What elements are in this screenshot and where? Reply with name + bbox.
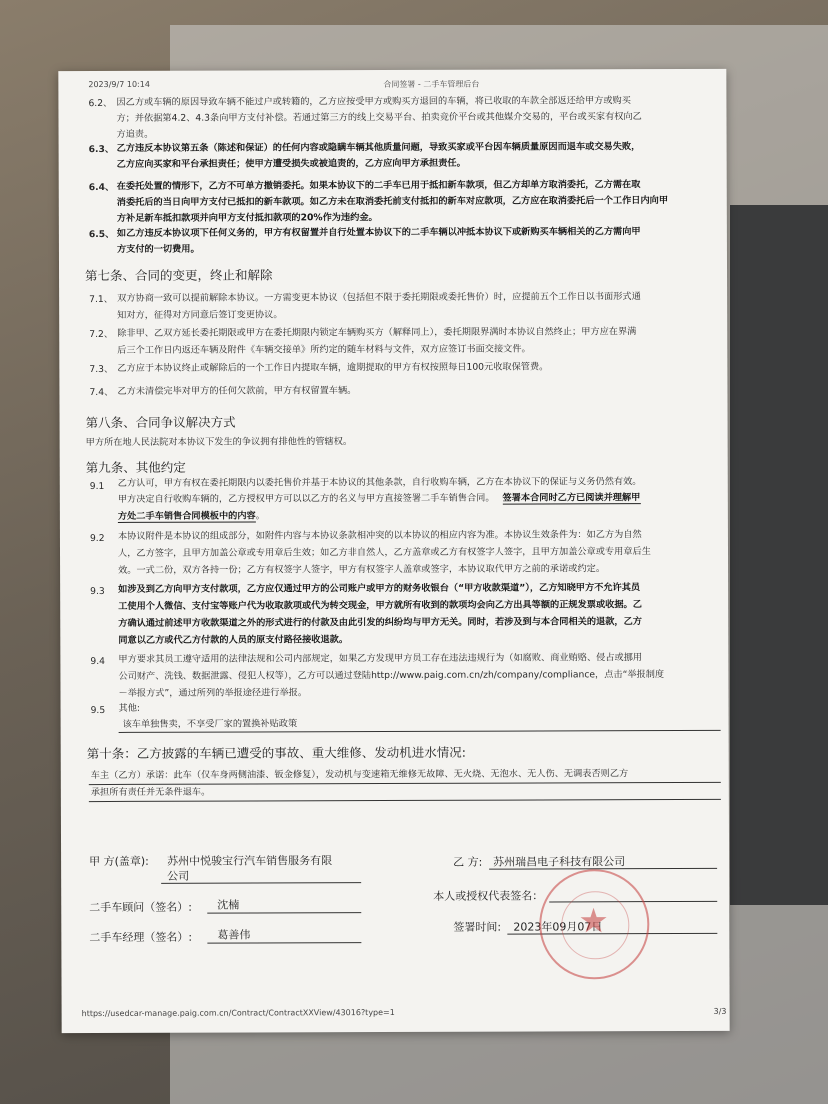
section10-line1: 车主（乙方）承诺：此车（仅车身两侧油漆、钣金修复），发动机与变速箱无维修无故障、无火烧、无泡水、无人伤、无调表否则乙方 (90, 768, 629, 782)
party-a-label: 甲 方(盖章): (89, 854, 149, 869)
section9-heading: 第九条、其他约定 (85, 459, 186, 476)
clause-9-5-value: 该车单独售卖，不享受厂家的置换补贴政策 (122, 718, 298, 730)
advisor-underline (207, 912, 361, 914)
clause-9-4-num: 9.4 (90, 656, 106, 668)
section8-heading: 第八条、合同争议解决方式 (85, 414, 236, 431)
print-title: 合同签署 - 二手车管理后台 (383, 79, 480, 90)
clause-number: 7.3、 (89, 363, 114, 376)
manager-underline (207, 942, 361, 944)
clause-number: 6.2、 (88, 97, 113, 110)
clause-9-5-label: 其他: (118, 702, 141, 714)
clause-line: 双方协商一致可以提前解除本协议。一方需变更本协议（包括但不限于委托期限或委托售价）时，应提前五个工作日以书面形式通 (117, 291, 641, 304)
section7-heading: 第七条、合同的变更，终止和解除 (85, 267, 273, 284)
clause-line: 后三个工作日内返还车辆及附件《车辆交接单》所约定的随车材料与文件，双方应签订书面交接文件。 (117, 343, 531, 356)
clause-9-3-num: 9.3 (90, 586, 105, 598)
clause-line: 甲方要求其员工遵守适用的法律法规和公司内部规定，如果乙方发现甲方员工存在违法违规行为（如腐败、商业贿赂、侵占或挪用 (118, 652, 643, 665)
clause-number: 7.4、 (89, 386, 114, 399)
clause-number: 6.4、 (88, 181, 115, 194)
clause-line: 效。一式二份，双方各持一份；乙方有权签字人签字，甲方有权签字人盖章或签字，本协议取代甲方之前的承诺或约定。 (118, 563, 606, 576)
party-a-name-line1: 苏州中悦骏宝行汽车销售服务有限 (167, 854, 333, 868)
clause-9-1-line3: 方处二手车销售合同模板中的内容。 (117, 510, 265, 522)
clause-line: 在委托处置的情形下，乙方不可单方撤销委托。如果本协议下的二手车已用于抵扣新车款项，但乙方却单方取消委托，乙方需在取 (116, 179, 641, 192)
manager-name: 葛善伟 (217, 928, 251, 942)
party-b-name: 苏州瑞昌电子科技有限公司 (493, 855, 626, 869)
clause-9-2-num: 9.2 (89, 533, 105, 545)
footer-page: 3/3 (713, 1006, 727, 1016)
section10-line2: 承担所有责任并无条件退车。 (90, 786, 211, 799)
clause-line: 除非甲、乙双方延长委托期限或甲方在委托期限内锁定车辆购买方（解释同上），委托期限界满时本协议自然终止；甲方应在界满 (117, 326, 637, 339)
clause-line: 方追责。 (116, 129, 154, 141)
clause-line: 乙方未清偿完毕对甲方的任何欠款前，甲方有权留置车辆。 (117, 385, 357, 397)
party-a-underline (161, 882, 361, 884)
section10-heading: 第十条：乙方披露的车辆已遭受的事故、重大维修、发动机进水情况: (86, 744, 466, 762)
clause-line: －举报方式”，通过所列的举报途径进行举报。 (118, 687, 308, 699)
clause-number: 6.3、 (88, 143, 115, 156)
print-datetime: 2023/9/7 10:14 (88, 79, 150, 90)
date-label: 签署时间: (453, 920, 502, 934)
seal-star-icon: ★ (578, 901, 609, 942)
clause-number: 7.1、 (89, 293, 113, 306)
clause-9-5-num: 9.5 (90, 705, 106, 717)
clause-line: 知对方，征得对方同意后签订变更协议。 (117, 308, 283, 321)
clause-line: 人，乙方签字，且甲方加盖公章或专用章后生效；如乙方非自然人，乙方盖章或乙方有权签字人签字，且甲方加盖公章或专用章后生 (117, 546, 651, 559)
clause-line: 乙方应于本协议终止或解除后的一个工作日内提取车辆，逾期提取的甲方有权按照每日100元收取保管费。 (117, 361, 549, 374)
manager-label: 二手车经理（签名）: (89, 930, 193, 945)
party-a-name-line2: 公司 (167, 869, 190, 883)
contract-page (58, 69, 729, 1033)
clause-line: 方确认通过前述甲方收款渠道之外的形式进行的付款及由此引发的纠纷均与甲方无关。同时，若涉及到与本合同相关的退款，乙方 (118, 616, 642, 629)
clause-line: 因乙方或车辆的原因导致车辆不能过户或转籍的，乙方应按受甲方或购买方退回的车辆，将已收取的车款全部返还给甲方或购买 (116, 95, 631, 108)
clause-9-1-line1: 乙方认可，甲方有权在委托期限内以委托售价并基于本协议的其他条款，自行收购车辆，乙方在本协议下的保证与义务仍然有效。 (117, 476, 642, 489)
date-value: 2023年09月07日 (513, 920, 603, 934)
dark-panel (730, 205, 828, 905)
clause-9-1-num: 9.1 (89, 481, 105, 493)
clause-line: 本协议附件是本协议的组成部分，如附件内容与本协议条款相冲突的以本协议的相应内容为准。本协议生效条件为：如乙方为自然 (117, 529, 642, 542)
advisor-name: 沈楠 (217, 898, 240, 912)
clause-line: 方；并依据第4.2、4.3条向甲方支付补偿。若通过第三方的线上交易平台、拍卖竞价平台或其他媒介交易的，平台或买家有权向乙 (116, 111, 642, 125)
section8-text: 甲方所在地人民法院对本协议下发生的争议拥有排他性的管辖权。 (85, 436, 353, 449)
advisor-label: 二手车顾问（签名）: (89, 900, 192, 915)
footer-url: https://usedcar-manage.paig.com.cn/Contract/ContractXXView/43016?type=1 (81, 1007, 395, 1019)
clause-line: 如涉及到乙方向甲方支付款项，乙方应仅通过甲方的公司账户或甲方的财务收银台（“甲方收款渠道”），乙方知晓甲方不允许其员 (118, 582, 641, 595)
clause-number: 7.2、 (89, 328, 114, 341)
clause-line: 方补足新车抵扣款项并向甲方支付抵扣款项的20%作为违约金。 (116, 212, 378, 225)
clause-line: 工使用个人微信、支付宝等账户代为收取款项或代为转交现金，甲方就所有收到的款项均会向乙方出具等额的正规发票或收据。乙 (118, 599, 642, 612)
clause-line: 如乙方违反本协议项下任何义务的，甲方有权留置并自行处置本协议下的二手车辆以冲抵本协议下或新购买车辆相关的乙方需向甲 (116, 226, 641, 239)
clause-line: 消委托后的当日向甲方支付已抵扣的新车款项。如乙方未在取消委托前支付抵扣的新车对应款项，乙方应在取消委托后一个工作日内向甲 (116, 195, 669, 209)
clause-line: 同意以乙方或代乙方付款的人员的原支付路径接收退款。 (118, 634, 349, 646)
clause-line: 乙方违反本协议第五条（陈述和保证）的任何内容或隐瞒车辆其他质量问题，导致买家或平台因车辆质量原因而退车或交易失败， (116, 141, 641, 154)
clause-line: 方支付的一切费用。 (116, 243, 200, 256)
party-b-label: 乙 方: (453, 855, 483, 869)
company-seal (539, 869, 649, 979)
representative-label: 本人或授权代表签名： (433, 889, 544, 903)
clause-number: 6.5、 (88, 228, 115, 241)
clause-line: 公司财产、洗钱、数据泄露、侵犯人权等），乙方可以通过登陆http://www.paig.com.cn/zh/company/compliance，点击“举报制度 (118, 669, 665, 682)
clause-line: 乙方应向买家和平台承担责任；使甲方遭受损失或被追责的，乙方应向甲方承担责任。 (116, 157, 466, 171)
clause-9-1-line2: 甲方决定自行收购车辆的，乙方授权甲方可以以乙方的名义与甲方直接签署二手车销售合同。 签署本合同时乙方已阅读并理解甲 (117, 492, 641, 505)
